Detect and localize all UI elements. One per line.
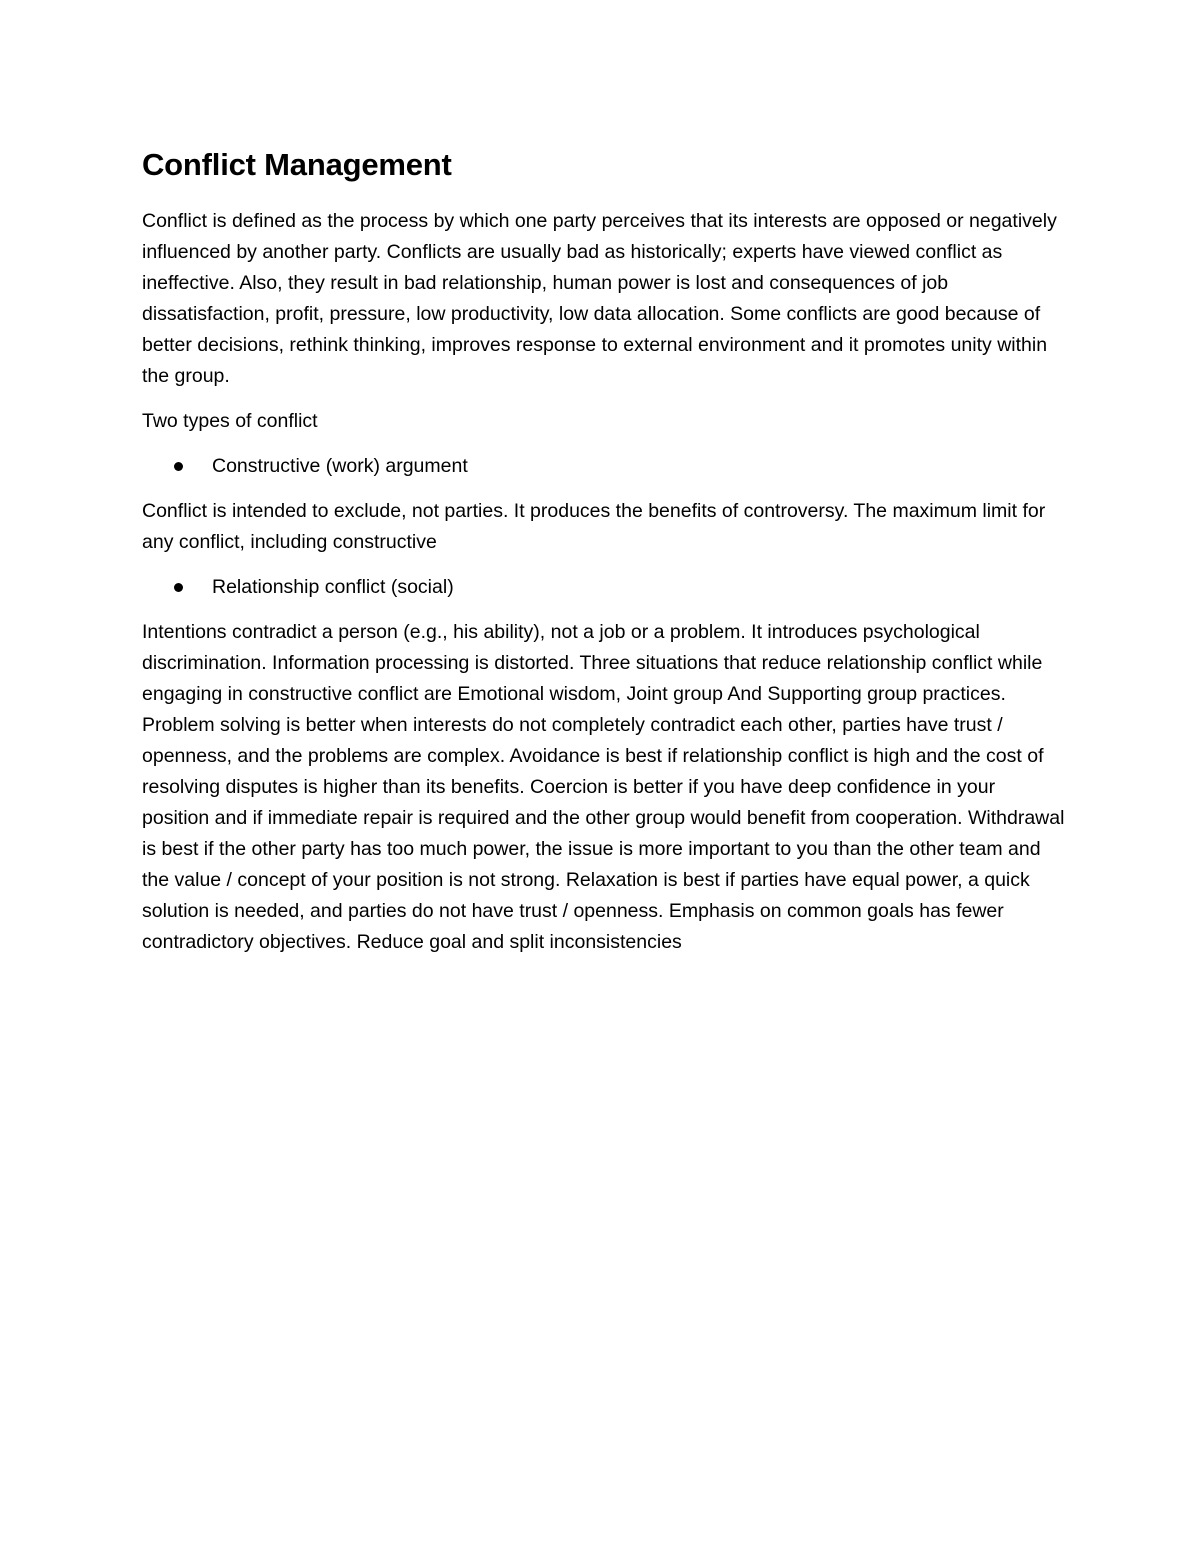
list-item-label: Relationship conflict (social) (212, 576, 454, 598)
bullet-list-constructive (142, 451, 1066, 482)
bullet-icon (174, 462, 183, 471)
types-heading: Two types of conflict (142, 410, 318, 432)
document-title: Conflict Management (142, 147, 452, 182)
constructive-paragraph: Conflict is intended to exclude, not parties. It produces the benefits of controversy. The maximum limit for any conflict, including constructive (142, 500, 1046, 553)
relationship-paragraph: Intentions contradict a person (e.g., his ability), not a job or a problem. It introduces psychological discrimination. Information processing is distorted. Three situations that reduce relationship conflict while engaging in constructive conflict are Emotional wisdom, Joint group And Supporting group practices. Problem solving is better when interests do not completely contradict each other, parties have trust / openness, and the problems are complex. Avoidance is best if relationship conflict is high and the cost of resolving disputes is higher than its benefits. Coercion is better if you have deep confidence in your position and if immediate repair is required and the other group would benefit from cooperation. Withdrawal is best if the other party has too much power, the issue is more important to you than the other team and the value / concept of your position is not strong. Relaxation is best if parties have equal power, a quick solution is needed, and parties do not have trust / openness. Emphasis on common goals has fewer contradictory objectives. Reduce goal and split inconsistencies (142, 621, 1065, 953)
document-body (142, 146, 1066, 972)
bullet-list-relationship (142, 572, 1066, 603)
list-item-label: Constructive (work) argument (212, 455, 468, 477)
list-item-relationship (142, 572, 1066, 603)
list-item-constructive (142, 451, 1066, 482)
intro-paragraph: Conflict is defined as the process by which one party perceives that its interests are opposed or negatively influenced by another party. Conflicts are usually bad as historically; experts have viewed conflict as ineffective. Also, they result in bad relationship, human power is lost and consequences of job dissatisfaction, profit, pressure, low productivity, low data allocation. Some conflicts are good because of better decisions, rethink thinking, improves response to external environment and it promotes unity within the group. (142, 210, 1057, 387)
bullet-icon (174, 583, 183, 592)
